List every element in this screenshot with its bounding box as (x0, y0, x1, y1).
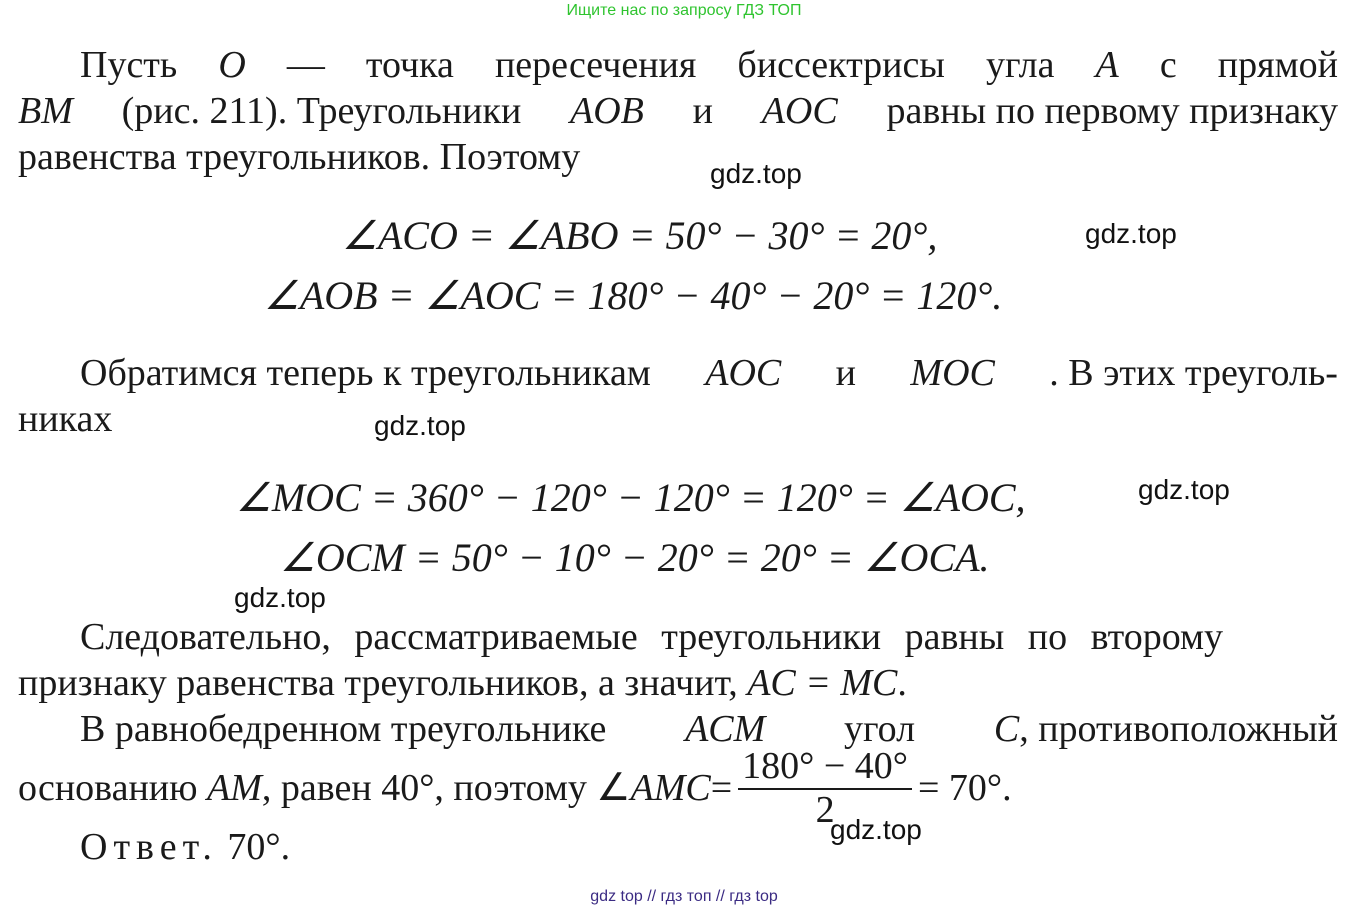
paragraph-2-line-2: никах (18, 398, 113, 440)
watermark: gdz.top (830, 814, 922, 845)
math-var: AM (207, 767, 262, 809)
text: угол (844, 708, 916, 750)
text: = 70°. (917, 767, 1012, 809)
answer-value: 70°. (227, 826, 291, 868)
text: биссектрисы (737, 44, 945, 86)
text: равны по первому признаку (886, 90, 1338, 132)
text: с (1159, 44, 1177, 86)
watermark: gdz.top (710, 158, 802, 189)
text: В равнобедренном треугольнике (80, 708, 607, 750)
paragraph-1-line-3: равенства треугольников. Поэтому (18, 136, 581, 178)
paragraph-3-line-1 (80, 614, 1338, 660)
equation-3: ∠MOC = 360° − 120° − 120° = 120° = ∠AOC, (236, 475, 1026, 520)
top-banner: Ищите нас по запросу ГДЗ ТОП (566, 2, 802, 19)
footer: gdz top // гдз топ // гдз top (590, 888, 778, 905)
text: C, противоположный (993, 708, 1338, 750)
math-var: AMC (630, 767, 711, 809)
text: точка (365, 44, 454, 86)
text: основанию (18, 767, 198, 809)
paragraph-2-line-1 (80, 350, 1338, 396)
math-var: O (218, 44, 246, 86)
text: (рис. 211). Треугольники (121, 90, 522, 132)
watermark: gdz.top (1085, 218, 1177, 249)
paragraph-1-line-2 (18, 88, 1338, 134)
watermark: gdz.top (374, 410, 466, 441)
text: . (897, 662, 907, 704)
math-expr: AC = MC (747, 662, 898, 704)
math-var: MOC (910, 352, 995, 394)
equation-4: ∠OCM = 50° − 10° − 20° = 20° = ∠OCA. (280, 535, 990, 580)
fraction-denominator: 2 (815, 789, 835, 831)
text: и (692, 90, 713, 132)
math-var: ACM (685, 708, 766, 750)
answer-label: Ответ. (80, 826, 218, 868)
text: = (710, 767, 733, 809)
paragraph-1-line-1 (80, 42, 1338, 88)
math-var: AOB (570, 90, 644, 132)
math-var: A (1095, 44, 1119, 86)
fraction-numerator: 180° − 40° (738, 746, 912, 790)
watermark: gdz.top (1138, 474, 1230, 505)
text: . В этих треуголь- (1049, 352, 1338, 394)
math-var: BM (18, 90, 73, 132)
watermark: gdz.top (234, 582, 326, 613)
paragraph-3-line-2 (18, 660, 907, 706)
equation-2: ∠AOB = ∠AOC = 180° − 40° − 20° = 120°. (264, 273, 1003, 318)
text: пересечения (494, 44, 697, 86)
text: Следовательно, рассматриваемые треугольники равны по второму (80, 616, 1224, 658)
text: прямой (1217, 44, 1338, 86)
answer (80, 824, 290, 870)
math-var: AOC (705, 352, 782, 394)
text: признаку равенства треугольников, а значит, (18, 662, 738, 704)
text: и (835, 352, 857, 394)
text: Пусть (80, 44, 178, 86)
math-var: AOC (761, 90, 838, 132)
text: — (286, 44, 325, 86)
text: , равен 40°, поэтому ∠ (261, 767, 631, 809)
text: Обратимся теперь к треугольникам (80, 352, 651, 394)
equation-1: ∠ACO = ∠ABO = 50° − 30° = 20°, (342, 213, 938, 258)
text: угла (985, 44, 1055, 86)
